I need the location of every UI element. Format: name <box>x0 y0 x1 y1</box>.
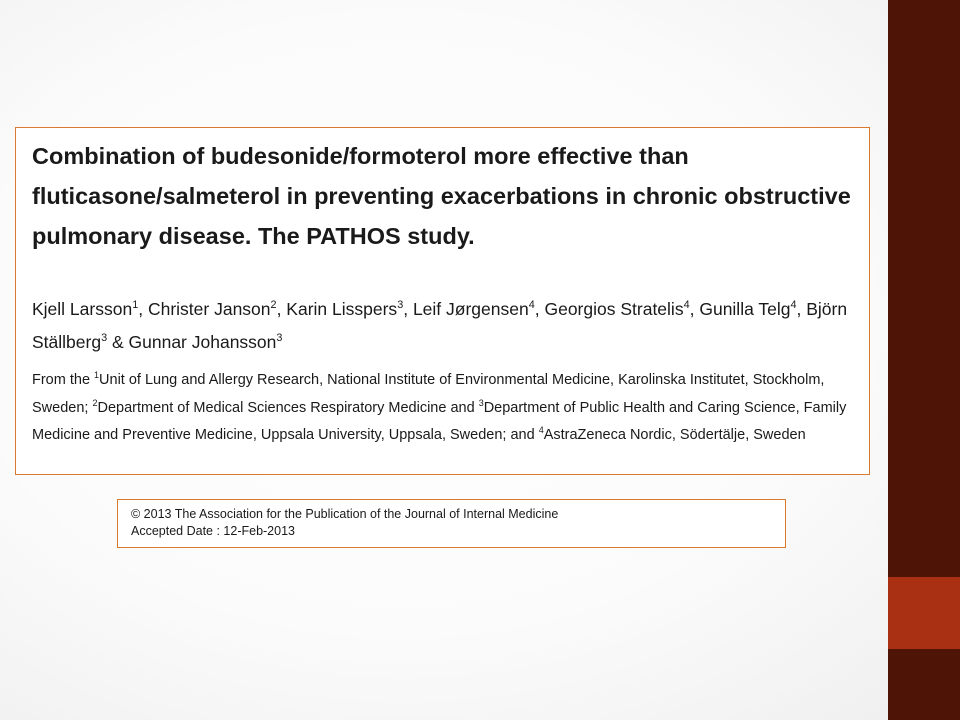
decorative-sidebar <box>888 0 960 720</box>
author: Georgios Stratelis$^4$ <box>544 298 690 319</box>
affiliations: From the $^1$Unit of Lung and Allergy Research, National Institute of Environmental Medicine, Karolinska Institutet, Stockholm, Sweden; $^2$Department of Medical Sciences Respiratory Medicine and $^3$Department of Public Health and Caring Science, Family Medicine and Preventive Medicine, Uppsala University, Uppsala, Sweden; and $^4$AstraZeneca Nordic, Södertälje, Sweden <box>32 370 847 443</box>
author: Leif Jørgensen$^4$ <box>412 298 535 319</box>
author: Gunnar Johansson$^3$ <box>128 331 283 352</box>
author-list: Kjell Larsson$^1$, Christer Janson$^2$, Karin Lisspers$^3$, Leif Jørgensen$^4$, Georgios Stratelis$^4$, Gunilla Telg$^4$, Björn Ställberg$^3$ & Gunnar Johansson$^3$ <box>32 298 848 352</box>
copyright-notice: © 2013 The Association for the Publication of the Journal of Internal Medicine <box>131 507 559 521</box>
author: Björn Ställberg$^3$ <box>32 299 848 352</box>
accepted-date: Accepted Date : 12-Feb-2013 <box>131 524 295 538</box>
copyright-box <box>117 499 786 548</box>
title-box <box>15 127 870 475</box>
author: Kjell Larsson$^1$ <box>32 298 139 319</box>
sidebar-accent-block <box>888 577 960 649</box>
author: Karin Lisspers$^3$ <box>286 298 404 319</box>
paper-title: Combination of budesonide/formoterol more effective than fluticasone/salmeterol in preventing exacerbations in chronic obstructive pulmonary disease. The PATHOS study. <box>32 143 851 249</box>
author: Christer Janson$^2$ <box>147 298 277 319</box>
author: Gunilla Telg$^4$ <box>699 298 797 319</box>
